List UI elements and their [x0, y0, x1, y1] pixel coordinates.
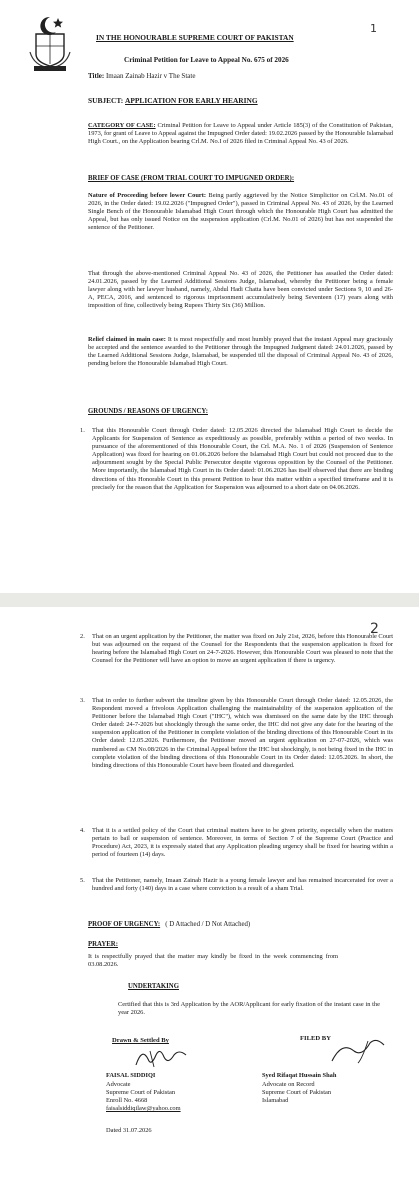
nature-label: Nature of Proceeding before lower Court: — [88, 192, 206, 199]
title-value: Imaan Zainab Hazir v The State — [105, 72, 196, 80]
ground-2-text: That on an urgent application by the Petitioner, the matter was fixed on July 21st, 2026, before this Honourable Court but was adjourned on the request of the Counsel for the Respondents that the suspension application is fixed for hearing before the Islamabad High Court on 24-7-2026. However, this Honourable Court was pleased to note that the Counsel for the Petitioner will have an option to move an urgent application if there is urgency. — [92, 633, 393, 665]
proof-value: ( D Attached / D Not Attached) — [165, 921, 251, 928]
title-line — [88, 72, 195, 80]
subject-label: SUBJECT: — [88, 96, 124, 105]
filed-by-label: FILED BY — [300, 1035, 331, 1042]
document-page-1 — [0, 0, 419, 593]
proof-of-urgency — [88, 921, 250, 928]
drawn-settled-label: Drawn & Settled By — [112, 1037, 169, 1044]
ground-number: 1. — [80, 427, 85, 434]
prayer-text: It is respectfully prayed that the matter may kindly be fixed in the week commencing from 03.08.2026. — [88, 953, 338, 969]
category-of-case — [88, 122, 393, 146]
ground-1-text: That this Honourable Court through Order dated: 12.05.2026 directed the Islamabad High Court to decide the Applicants for Suspension of Sentence as expeditiously as possible, preferably within a period of two weeks. In pursuance of the aforementioned of this Honourable Court, the Crl. M.A. No. 1 of 2026 (Suspension of Sentence Application) was fixed for hearing on 01.06.2026 before the Islamabad High Court but could not proceed due to the adjournment sought by the Special Public Persecutor despite vigorous opposition by the Counsel of the Petitioner. More importantly, the Islamabad High Court in its Order dated: 01.06.2026 has itself observed that there are binding directions of this Honorable Court in this present Petition to hear this matter within a specified timeframe and it is precisely for the reason that the Application for Suspension was adjourned to a short date on 04.06.2026. — [92, 427, 393, 491]
proof-label: PROOF OF URGENCY: — [88, 921, 161, 928]
brief-heading: BRIEF OF CASE (FROM TRIAL COURT TO IMPUGNED ORDER): — [88, 175, 295, 182]
ground-number: 5. — [80, 877, 85, 884]
prayer-label: PRAYER: — [88, 941, 118, 948]
ground-5-text: That the Petitioner, namely, Imaan Zainab Hazir is a young female lawyer and has remained incarcerated for over a hundred and forty (140) days in a case where conviction is a result of a sham Trial. — [92, 877, 393, 893]
nature-text: Being partly aggrieved by the Notice Simplicitor on Crl.M. No.01 of 2026, in the Order dated: 19.02.2026 ("Impugned Order"), passed in Criminal Appeal No. 43 of 2026, by the Learned Single Bench of the Honourable Islamabad High Court through which the Honourable High Court has admitted the Appeal, but has only issued Notice on the suspension application (Crl.M. No.01 of 2026) but has not suspended the sentence of the Petitioner. — [88, 192, 393, 232]
signature-faisal-icon — [130, 1045, 200, 1071]
left-detail-line: Advocate — [106, 1081, 131, 1088]
right-signatory-details — [262, 1081, 402, 1105]
petition-title: Criminal Petition for Leave to Appeal No. 675 of 2026 — [124, 56, 289, 64]
ground-number: 2. — [80, 633, 85, 640]
page-number: 1 — [370, 22, 377, 35]
left-detail-line: Enroll No. 4668 — [106, 1097, 148, 1105]
relief-paragraph — [88, 336, 393, 368]
relief-label: Relief claimed in main case: — [88, 336, 166, 343]
ground-number: 4. — [80, 827, 85, 834]
state-emblem-icon — [28, 14, 72, 72]
through-paragraph: That through the above-mentioned Criminal Appeal No. 43 of 2026, the Petitioner has assailed the Order dated: 24.01.2026, passed by the Learned Additional Sessions Judge, Islamabad, whereby the Petitioner being a female lawyer along with her lawyer husband, namely, Abdul Hadi Chatta have been convicted under Sections 9, 10 and 26-A, PECA, 2016, and sentenced to rigorous imprisonment accumulatively being Seventeen (17) years along with imposition of fine, collectively being Rupees Thirty Six (36) Million. — [88, 270, 393, 310]
subject-line — [88, 96, 258, 105]
document-page-2 — [0, 607, 419, 1200]
ground-3-text: That in order to further subvert the timeline given by this Honourable Court through Order dated: 12.05.2026, the Respondent moved a frivolous Application challenging the maintainability of the suspension application of the Petitioner before the Islamabad High Court ("IHC"), which was dismissed on the same date by the IHC through Order dated: 24-7-2026 but shockingly through the same order, the IHC did not give any date for the hearing of the suspension application of the Petitioner in complete violation of the binding directions of this Honourable Court in its Order dated: 12.05.2026. Furthermore, the Petitioner moved an urgent application on 27-07-2026, which was numbered as CM No.08/2026 in the Criminal Appeal before the IHC but shockingly, is not being fixed in the IHC in complete violation of the binding directions of this Honourable Court in its Order dated: 12.05.2026. In short, the binding directions of this Honourable Court have been floated and disregarded. — [92, 697, 393, 769]
right-detail-line: Islamabad — [262, 1097, 289, 1105]
undertaking-text: Certified that this is 3rd Application by the AOR/Applicant for early fixation of the instant case in the year 2026. — [118, 1001, 380, 1017]
subject-value: APPLICATION FOR EARLY HEARING — [125, 96, 258, 105]
court-name: IN THE HONOURABLE SUPREME COURT OF PAKISTAN — [96, 33, 294, 42]
grounds-heading: GROUNDS / REASONS OF URGENCY: — [88, 408, 208, 415]
left-signatory-name: FAISAL SIDDIQI — [106, 1072, 156, 1079]
relief-text: It is most respectfully and most humbly prayed that the instant Appeal may graciously be accepted and the sentence awarded to the Petitioner through the Impugned Judgment dated: 24.01.2026, passed by the Learned Additional Sessions Judge, Islamabad, be suspended till the disposal of Criminal Appeal No. 43 of 2026, pending before the Honourable Islamabad High Court. — [88, 336, 393, 368]
page-separator — [0, 593, 419, 607]
category-label: CATEGORY OF CASE: — [88, 122, 156, 129]
right-signatory-name: Syed Rifaqat Hussain Shah — [262, 1072, 337, 1079]
category-text: Criminal Petition for Leave to Appeal under Article 185(3) of the Constitution of Pakistan, 1973, for grant of Leave to Appeal against the Impugned Order dated: 19.02.2026 passed by the Honourable Islamabad High Court., on the Application bearing Crl.M. No.I of 2026 filed in Criminal Appeal No. 43 of 2026. — [88, 122, 393, 146]
ground-number: 3. — [80, 697, 85, 704]
dated-line: Dated 31.07.2026 — [106, 1127, 152, 1134]
undertaking-label: UNDERTAKING — [128, 983, 179, 990]
title-label: Title: — [88, 72, 105, 80]
signature-rifaqat-icon — [328, 1037, 390, 1067]
left-email: faisalsiddiqilaw@yahoo.com — [106, 1105, 181, 1113]
left-signatory-details — [106, 1081, 246, 1113]
right-detail-line: Advocate on Record — [262, 1081, 315, 1088]
right-detail-line: Supreme Court of Pakistan — [262, 1089, 332, 1097]
left-detail-line: Supreme Court of Pakistan — [106, 1089, 176, 1097]
nature-paragraph — [88, 192, 393, 232]
ground-4-text: That it is a settled policy of the Court that criminal matters have to be given priority, especially when the matters pertain to bail or suspension of sentence. Moreover, in terms of Section 7 of the Supreme Court (Practice and Procedure) Act, 2023, it is expressly stated that any Application pleading urgency shall be fixed for hearing within a period of fourteen (14) days. — [92, 827, 393, 859]
page-number: 2 — [370, 621, 379, 637]
